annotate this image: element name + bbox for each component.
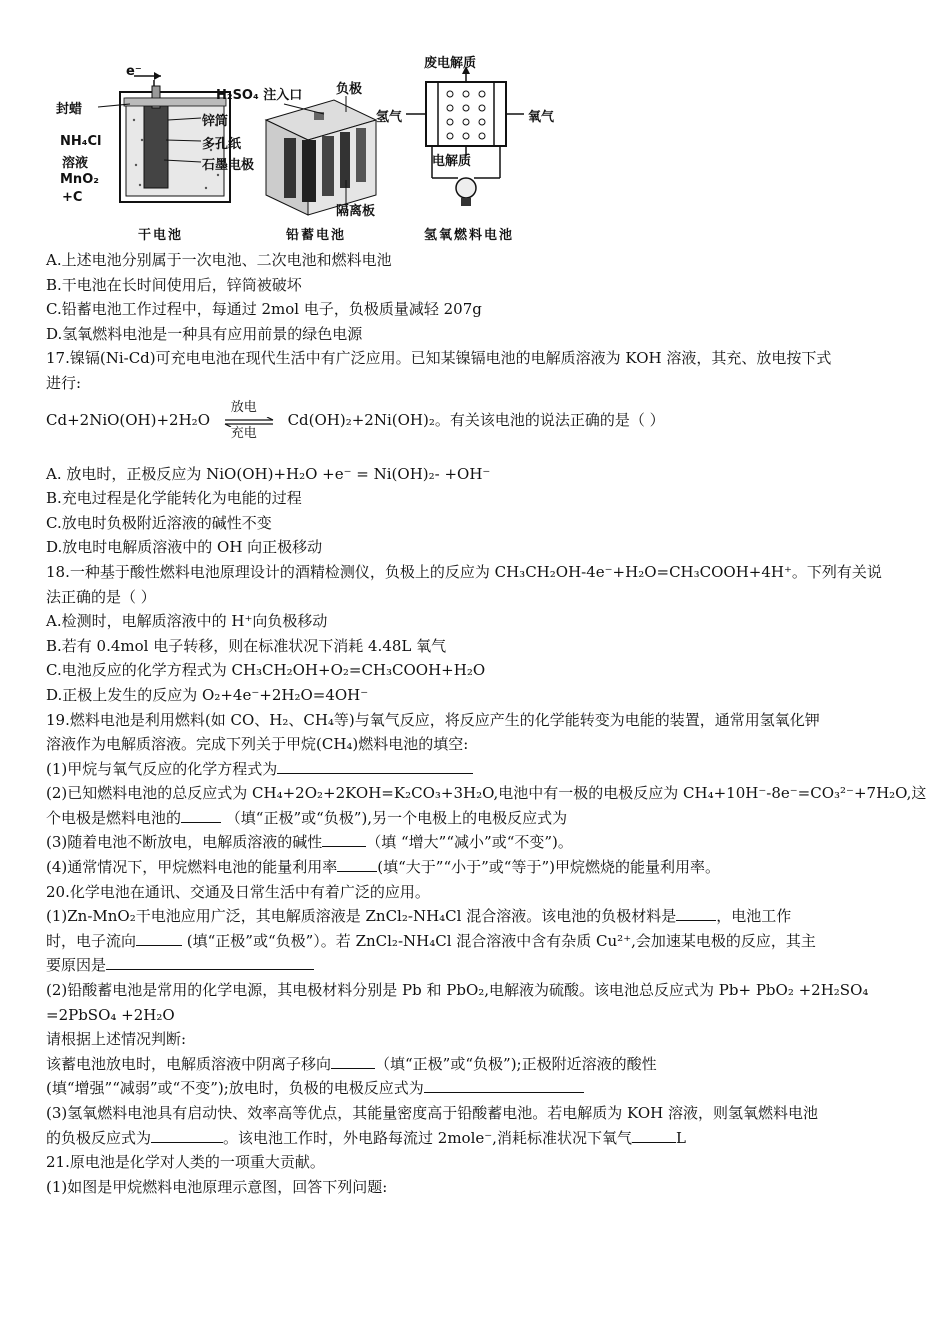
label-solution: 溶液: [62, 156, 89, 171]
q20-part1-line3: [46, 953, 912, 978]
q21-stem: 21.原电池是化学对人类的一项重大贡献。: [46, 1153, 325, 1172]
answer-blank[interactable]: [181, 808, 221, 823]
label-wax: 封蜡: [56, 102, 83, 117]
q20-part1-text-b: ，电池工作: [716, 907, 792, 926]
q19-part3: [46, 830, 912, 855]
q20-part1-text-c: 时，电子流向: [46, 931, 137, 950]
label-graphite: 石墨电极: [202, 158, 255, 173]
q20-part3-text-c: L: [675, 1128, 686, 1147]
label-hydrogen: 氢气: [376, 110, 403, 125]
q19-part2-line2: [46, 806, 912, 831]
q16-option-c: C.铅蓄电池工作过程中，每通过 2mol 电子，负极质量减轻 207g: [46, 300, 482, 319]
q19-part3-text-a: (3)随着电池不断放电，电解质溶液的碱性: [46, 833, 323, 852]
q16-option-a: A.上述电池分别属于一次电池、二次电池和燃料电池: [46, 251, 392, 269]
q17-option-b: B.充电过程是化学能转化为电能的过程: [46, 489, 302, 508]
q20-part3-text-a: 的负极反应式为: [46, 1128, 152, 1147]
q16-option-d: D.氢氧燃料电池是一种具有应用前景的绿色电源: [46, 324, 363, 343]
q17-option-a: A. 放电时，正极反应为 NiO(OH)+H₂O +e⁻ = Ni(OH)₂- +OH⁻: [46, 464, 491, 483]
q20-part2-text-a: 该蓄电池放电时，电解质溶液中阴离子移向: [46, 1054, 332, 1073]
label-waste-electrolyte: 废电解质: [424, 56, 477, 71]
label-nh4cl: NH₄Cl: [60, 134, 102, 149]
q20-stem: 20.化学电池在通讯、交通及日常生活中有着广泛的应用。: [46, 882, 430, 901]
q19-part1-text: (1)甲烷与氧气反应的化学方程式为: [46, 759, 278, 778]
worksheet-page: [46, 0, 927, 1199]
q19-part4: [46, 855, 912, 880]
q18-option-a: A.检测时，电解质溶液中的 H⁺向负极移动: [46, 612, 328, 631]
q18-option-c: C.电池反应的化学方程式为 CH₃CH₂OH+O₂=CH₃COOH+H₂O: [46, 661, 486, 680]
q19-part4-text-b: (填“大于”“小于”或“等于”)甲烷燃烧的能量利用率。: [377, 858, 720, 877]
q20-part2-text-c: (填“增强”“减弱”或“不变”);放电时，负极的电极反应式为: [46, 1079, 424, 1098]
q17-eq-right: Cd(OH)₂+2Ni(OH)₂。有关该电池的说法正确的是（ ）: [287, 410, 665, 429]
q17-option-d: D.放电时电解质溶液中的 OH 向正极移动: [46, 538, 323, 557]
answer-blank[interactable]: [277, 759, 473, 774]
arrow-charge-label: 充电: [230, 425, 257, 441]
label-electrolyte: 电解质: [432, 154, 472, 169]
q20-part3-line2: [46, 1126, 912, 1151]
label-mno2: MnO₂: [60, 172, 99, 187]
caption-fuel-cell: 氢氧燃料电池: [424, 228, 515, 243]
caption-dry-cell: 干电池: [138, 228, 184, 243]
q19-part3-text-b: （填 “增大”“减小”或“不变”)。: [366, 833, 573, 852]
q18-option-b: B.若有 0.4mol 电子转移，则在标准状况下消耗 4.48L 氧气: [46, 636, 447, 655]
answer-blank[interactable]: [676, 906, 716, 921]
q20-part2-line5: [46, 1076, 912, 1101]
label-porous-paper: 多孔纸: [202, 137, 242, 152]
answer-blank[interactable]: [331, 1054, 375, 1069]
label-separator: 隔离板: [336, 204, 376, 219]
label-electron: e⁻: [126, 64, 142, 79]
q17-option-c: C.放电时负极附近溶液的碱性不变: [46, 513, 272, 532]
label-negative: 负极: [336, 82, 363, 97]
lead-battery-diagram: [266, 96, 376, 215]
q20-part1-text-d: (填“正极”或“负极”）。若 ZnCl₂-NH₄Cl 混合溶液中含有杂质 Cu²⁺,会加速某电极的反应，其主: [182, 931, 816, 950]
q21-part1: (1)如图是甲烷燃料电池原理示意图，回答下列问题:: [46, 1177, 388, 1196]
q20-part2-line2: =2PbSO₄ +2H₂O: [46, 1005, 175, 1024]
q19-part2-line1: (2)已知燃料电池的总反应式为 CH₄+2O₂+2KOH=K₂CO₃+3H₂O,电池中有一极的电极反应为 CH₄+10H⁻-8e⁻=CO₃²⁻+7H₂O,这: [46, 784, 927, 803]
answer-blank[interactable]: [322, 832, 366, 847]
answer-blank[interactable]: [106, 955, 314, 970]
answer-blank[interactable]: [337, 857, 377, 872]
q17-stem-line2: 进行:: [46, 373, 82, 392]
q19-stem-line1: 19.燃料电池是利用燃料(如 CO、H₂、CH₄等)与氧气反应，将反应产生的化学能转变为电能的装置，通常用氢氧化钾: [46, 710, 820, 729]
answer-blank[interactable]: [632, 1128, 676, 1143]
q20-part1-line1: [46, 904, 912, 929]
label-carbon: +C: [62, 190, 83, 205]
arrow-discharge-label: 放电: [230, 399, 257, 415]
q20-part2-line1: (2)铅酸蓄电池是常用的化学电源，其电极材料分别是 Pb 和 PbO₂,电解液为硫酸。该电池总反应式为 Pb+ PbO₂ +2H₂SO₄: [46, 981, 869, 1000]
q19-part4-text-a: (4)通常情况下，甲烷燃料电池的能量利用率: [46, 858, 338, 877]
q18-stem-line2: 法正确的是（ ）: [46, 587, 156, 606]
answer-blank[interactable]: [151, 1128, 223, 1143]
battery-diagrams: [46, 0, 912, 248]
caption-lead-battery: 铅蓄电池: [286, 228, 347, 243]
label-h2so4-inlet: H₂SO₄ 注入口: [216, 88, 303, 103]
q20-part1-text-e: 要原因是: [46, 956, 107, 975]
q19-part1: [46, 757, 912, 782]
q19-stem-line2: 溶液作为电解质溶液。完成下列关于甲烷(CH₄)燃料电池的填空:: [46, 735, 469, 754]
battery-figure: [46, 0, 912, 248]
q19-part2-text-b: （填“正极”或“负极”),另一个电极上的电极反应式为: [221, 808, 568, 827]
spacer: [46, 444, 912, 462]
q17-equation: [46, 396, 912, 444]
q20-part3-line1: (3)氢氧燃料电池具有启动快、效率高等优点，其能量密度高于铅酸蓄电池。若电解质为 KOH 溶液，则氢氧燃料电池: [46, 1104, 818, 1122]
q17-eq-left: Cd+2NiO(OH)+2H₂O: [46, 410, 210, 429]
q20-part1-line2: [46, 929, 912, 954]
q19-part2-text-a: 个电极是燃料电池的: [46, 808, 182, 827]
label-zinc-can: 锌筒: [202, 114, 229, 129]
q20-part3-text-b: 。该电池工作时，外电路每流过 2mole⁻,消耗标准状况下氧气: [223, 1128, 632, 1147]
answer-blank[interactable]: [136, 931, 182, 946]
label-oxygen: 氧气: [528, 110, 555, 125]
answer-blank[interactable]: [424, 1078, 584, 1093]
fuel-cell-diagram: [406, 66, 524, 206]
reversible-arrow: [221, 399, 277, 443]
q18-option-d: D.正极上发生的反应为 O₂+4e⁻+2H₂O=4OH⁻: [46, 685, 369, 704]
q17-stem-line1: 17.镍镉(Ni-Cd)可充电电池在现代生活中有广泛应用。已知某镍镉电池的电解质溶液为 KOH 溶液，其充、放电按下式: [46, 349, 832, 368]
q20-part2-text-b: （填“正极”或“负极”);正极附近溶液的酸性: [375, 1054, 657, 1073]
q20-part2-line4: [46, 1052, 912, 1077]
q18-stem-line1: 18.一种基于酸性燃料电池原理设计的酒精检测仪，负极上的反应为 CH₃CH₂OH-4e⁻+H₂O=CH₃COOH+4H⁺。下列有关说: [46, 562, 882, 581]
q20-part1-text-a: (1)Zn-MnO₂干电池应用广泛，其电解质溶液是 ZnCl₂-NH₄Cl 混合溶液。该电池的负极材料是: [46, 907, 677, 926]
q16-option-b: B.干电池在长时间使用后，锌筒被破坏: [46, 275, 302, 294]
q20-part2-line3: 请根据上述情况判断:: [46, 1030, 187, 1049]
